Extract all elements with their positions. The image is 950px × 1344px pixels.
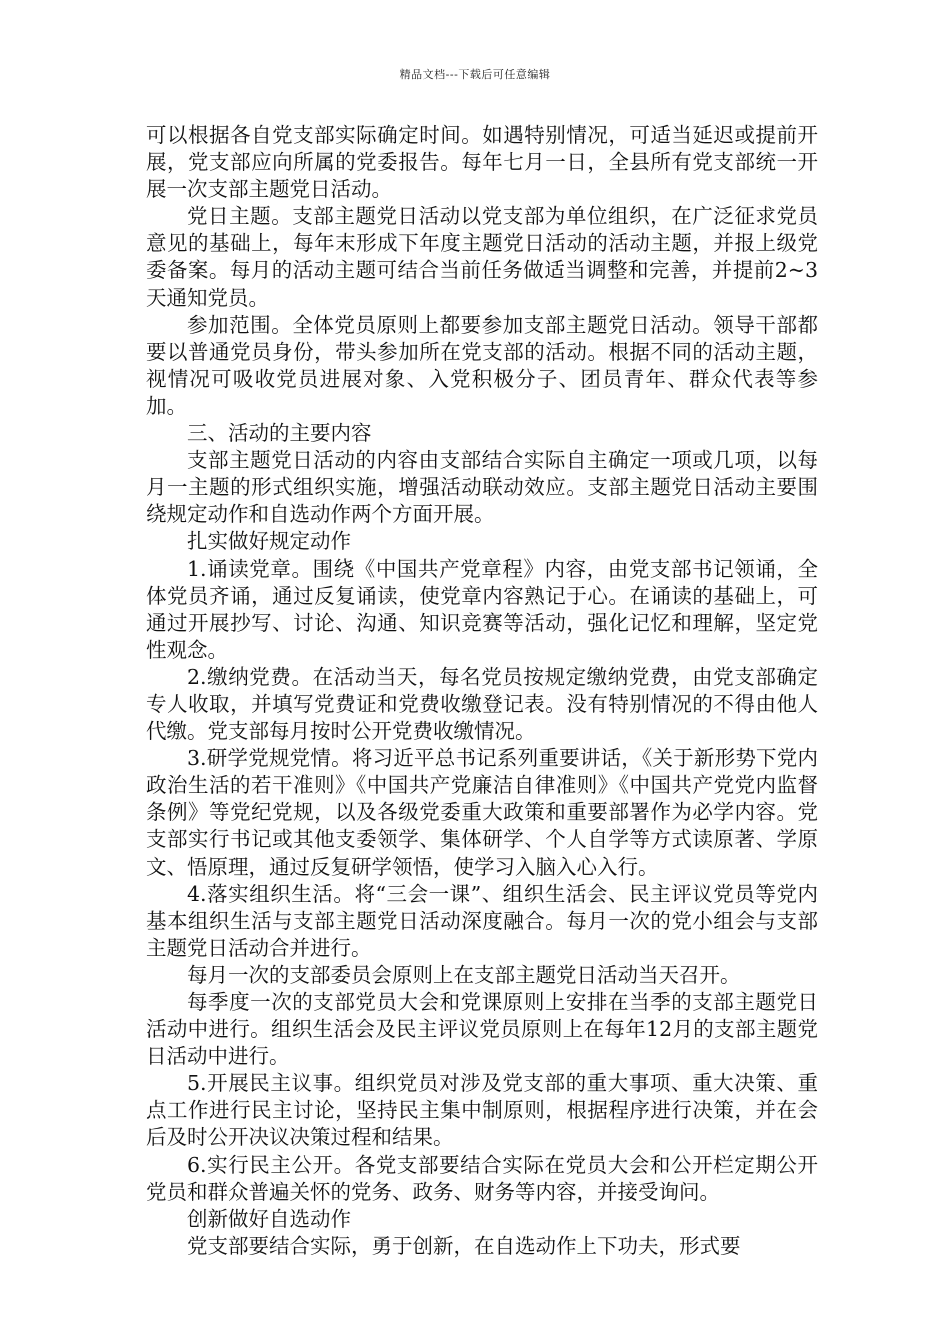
item-6-democratic-disclosure: 6.实行民主公开。各党支部要结合实际在党员大会和公开栏定期公开党员和群众普遍关怀的党务、政务、财务等内容，并接受询问。: [146, 1152, 818, 1204]
paragraph-5: 支部主题党日活动的内容由支部结合实际自主确定一项或几项，以每月一主题的形式组织实施，增强活动联动效应。支部主题党日活动主要围绕规定动作和自选动作两个方面开展。: [146, 448, 818, 527]
page-header-note: 精品文档---下载后可任意编辑: [399, 68, 551, 81]
subheading-optional-actions: 创新做好自选动作: [187, 1206, 351, 1231]
item-4-organizational-life: 4.落实组织生活。将“三会一课”、组织生活会、民主评议党员等党内基本组织生活与支部主题党日活动深度融合。每月一次的党小组会与支部主题党日活动合并进行。: [146, 881, 818, 960]
item-1-recite-charter: 1.诵读党章。围绕《中国共产党章程》内容，由党支部书记领诵，全体党员齐诵，通过反复诵读，使党章内容熟记于心。在诵读的基础上，可通过开展抄写、讨论、沟通、知识竞赛等活动，强化记忆和理解，坚定党性观念。: [146, 556, 818, 662]
paragraph-1: 可以根据各自党支部实际确定时间。如遇特别情况，可适当延迟或提前开展，党支部应向所属的党委报告。每年七月一日，全县所有党支部统一开展一次支部主题党日活动。: [146, 123, 818, 202]
paragraph-monthly-committee: 每月一次的支部委员会原则上在支部主题党日活动当天召开。: [187, 962, 741, 987]
paragraph-3: 参加范围。全体党员原则上都要参加支部主题党日活动。领导干部都要以普通党员身份，带头参加所在党支部的活动。根据不同的活动主题，视情况可吸收党员进展对象、入党积极分子、团员青年、群众代表等参加。: [146, 312, 818, 418]
subheading-required-actions: 扎实做好规定动作: [187, 529, 351, 554]
item-3-study-rules: 3.研学党规党情。将习近平总书记系列重要讲话，《关于新形势下党内政治生活的若干准则》《中国共产党廉洁自律准则》《中国共产党党内监督条例》等党纪党规，以及各级党委重大政策和重要部署作为必学内容。党支部实行书记或其他支委领学、集体研学、个人自学等方式读原著、学原文、悟原理，通过反复研学领悟，使学习入脑入心入行。: [146, 746, 818, 879]
paragraph-last: 党支部要结合实际，勇于创新，在自选动作上下功夫，形式要: [187, 1233, 741, 1258]
item-2-pay-dues: 2.缴纳党费。在活动当天，每名党员按规定缴纳党费，由党支部确定专人收取，并填写党费证和党费收缴登记表。没有特别情况的不得由他人代缴。党支部每月按时公开党费收缴情况。: [146, 664, 818, 744]
section-heading-3: 三、活动的主要内容: [187, 421, 372, 446]
paragraph-2: 党日主题。支部主题党日活动以党支部为单位组织，在广泛征求党员意见的基础上，每年末形成下年度主题党日活动的活动主题，并报上级党委备案。每月的活动主题可结合当前任务做适当调整和完善，并提前2~3天通知党员。: [146, 204, 818, 310]
item-5-democratic-discussion: 5.开展民主议事。组织党员对涉及党支部的重大事项、重大决策、重点工作进行民主讨论，坚持民主集中制原则，根据程序进行决策，并在会后及时公开决议决策过程和结果。: [146, 1071, 818, 1150]
paragraph-quarterly-meeting: 每季度一次的支部党员大会和党课原则上安排在当季的支部主题党日活动中进行。组织生活会及民主评议党员原则上在每年12月的支部主题党日活动中进行。: [146, 990, 818, 1069]
document-body: [146, 122, 818, 1260]
